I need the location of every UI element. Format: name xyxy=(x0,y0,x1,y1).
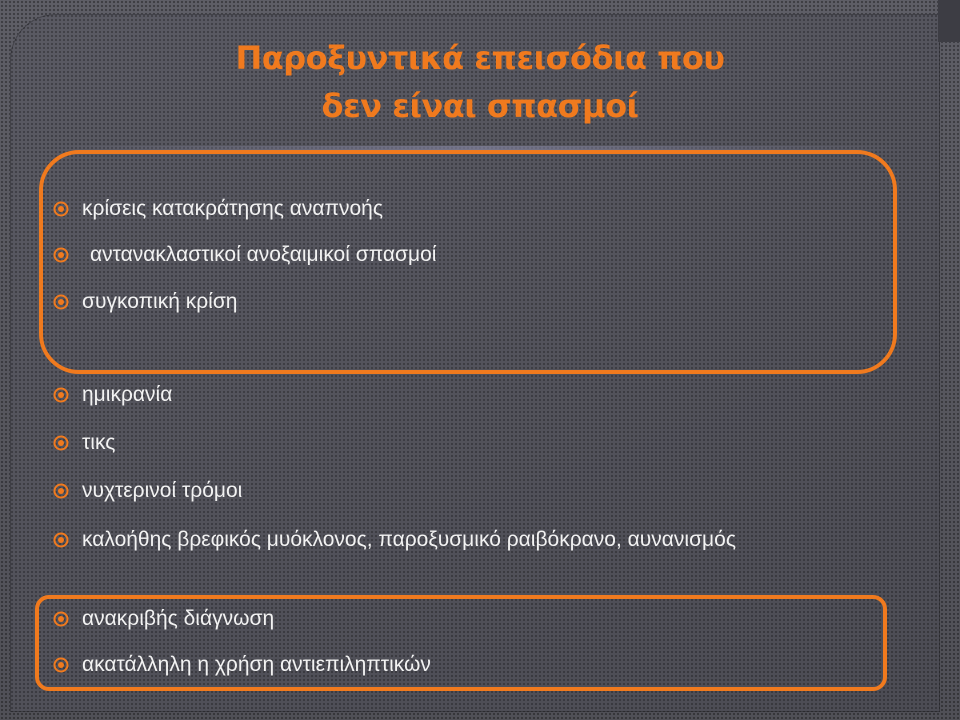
list-item-text: νυχτερινοί τρόμοι xyxy=(82,479,243,502)
list-item xyxy=(52,285,238,319)
title-line-1: Παροξυντικά επεισόδια που xyxy=(235,39,725,77)
list-item xyxy=(52,426,115,460)
list-item xyxy=(52,474,242,508)
list-item-text: καλοήθης βρεφικός μυόκλονος, παροξυσμικό ραιβόκρανο, αυνανισμός xyxy=(82,528,736,551)
list-item-text: τικς xyxy=(82,431,116,454)
list-item-text: ανακριβής διάγνωση xyxy=(82,607,275,630)
list-item xyxy=(52,648,431,682)
list-item-text: κρίσεις κατακράτησης αναπνοής xyxy=(82,197,383,220)
orange-circle-bullet-icon xyxy=(52,531,70,549)
orange-circle-bullet-icon xyxy=(52,610,70,628)
orange-circle-bullet-icon xyxy=(52,246,70,264)
orange-circle-bullet-icon xyxy=(52,386,70,404)
list-item xyxy=(52,523,736,557)
orange-circle-bullet-icon xyxy=(52,434,70,452)
title-line-2: δεν είναι σπασμοί xyxy=(321,87,639,125)
list-item xyxy=(52,602,274,636)
orange-circle-bullet-icon xyxy=(52,293,70,311)
list-item-text: αντανακλαστικοί ανοξαιμικοί σπασμοί xyxy=(90,243,437,266)
list-item xyxy=(52,238,436,272)
orange-circle-bullet-icon xyxy=(52,200,70,218)
orange-circle-bullet-icon xyxy=(52,656,70,674)
list-item xyxy=(52,192,383,226)
list-item-text: συγκοπική κρίση xyxy=(82,290,238,313)
slide-title xyxy=(0,34,960,130)
list-item-text: ακατάλληλη η χρήση αντιεπιληπτικών xyxy=(82,653,431,676)
list-item xyxy=(52,378,172,412)
list-item-text: ημικρανία xyxy=(82,383,173,406)
orange-circle-bullet-icon xyxy=(52,482,70,500)
